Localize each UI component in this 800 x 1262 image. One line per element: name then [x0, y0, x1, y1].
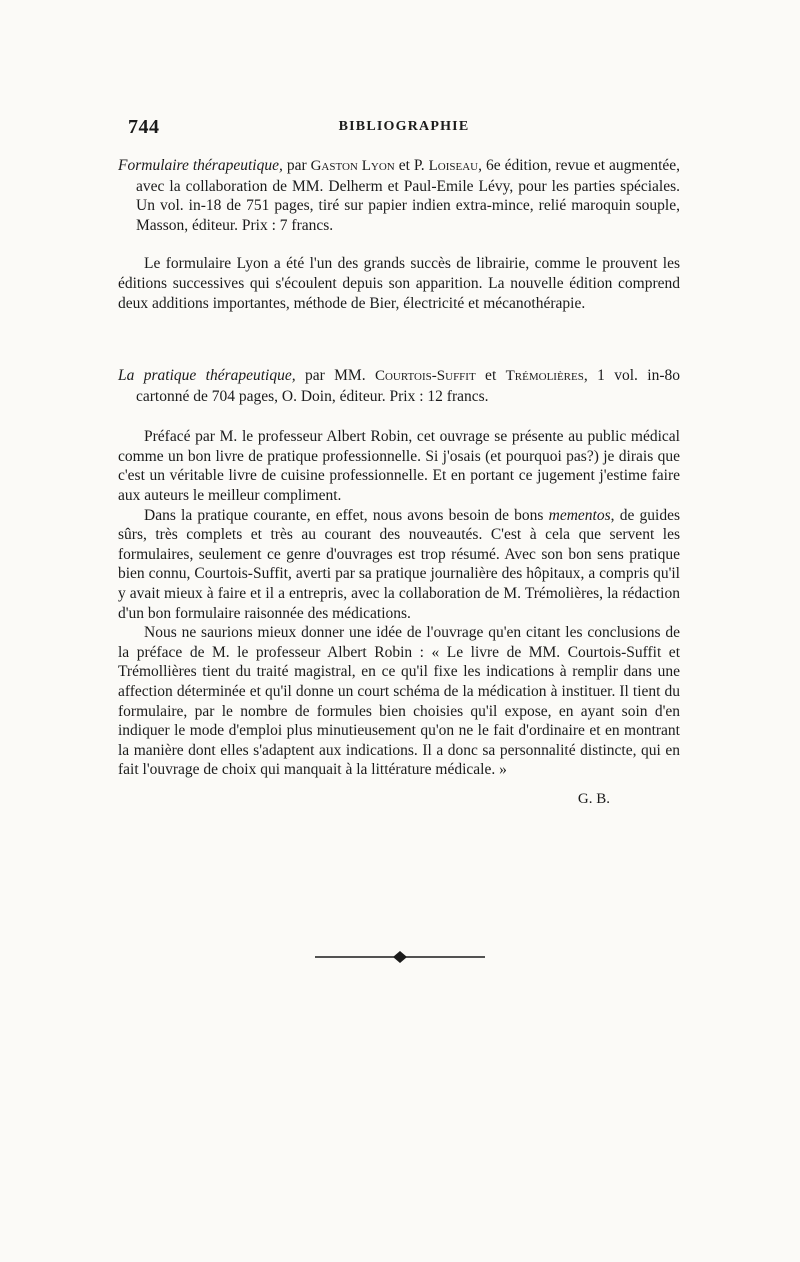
- entry-title: La pratique thérapeutique,: [118, 367, 296, 384]
- ref-by: par MM.: [295, 367, 375, 384]
- author-name: Courtois-Suffit: [374, 368, 476, 384]
- ref-and: et: [475, 367, 506, 384]
- page-number: 744: [128, 116, 160, 138]
- ref-details: , 6e édition, revue et augmentée, avec la collaboration de MM. Delherm et Paul-Emile Lévy, pour les parties spéciales. Un vol. in-18 de 751 pages, tiré sur papier indien extra-mince, relié maroquin souple, Masson, éditeur. Prix : 7 francs.: [136, 157, 681, 234]
- ref-by: par: [282, 157, 311, 174]
- author-name: Trémolières: [505, 368, 584, 384]
- signature: G. B.: [577, 790, 610, 807]
- spacer: [118, 406, 680, 427]
- review-paragraph: Nous ne saurions mieux donner une idée de l'ouvrage qu'en citant les conclusions de la préface de M. le professeur Albert Robin : « Le livre de MM. Courtois-Suffit et Trémollières tient du traité magistral, en ce qu'il fixe les indications à remplir dans une affection déterminée et qu'il donne un court schéma de la médication à instituer. Il tient du formulaire, par le nombre de formules bien choisies qu'il expose, en ayant soin d'en indiquer le mode d'emploi plus minutieusement qu'on ne le fait d'ordinaire et en montrant la manière dont elles s'adaptent aux indications. Il a donc sa personnalité distincte, qui en fait l'ouvrage de choix qui manquait à la littérature médicale. »: [118, 624, 680, 779]
- diamond-rule-ornament-icon: [315, 949, 485, 965]
- ref-details: , 1 vol. in-8o cartonné de 704 pages, O. Doin, éditeur. Prix : 12 francs.: [136, 367, 680, 405]
- entry-title: Formulaire thérapeutique,: [118, 157, 283, 174]
- review-paragraph: Le formulaire Lyon a été l'un des grands succès de librairie, comme le prouvent les éditions successives qui s'écoulent depuis son apparition. La nouvelle édition comprend deux additions importantes, méthode de Bier, électricité et mécanothérapie.: [118, 255, 680, 312]
- review-paragraph: [118, 506, 680, 624]
- bibliography-entry-formulaire: [118, 156, 680, 313]
- ref-and: et P.: [394, 157, 429, 174]
- bibliography-entry-pratique: [118, 366, 680, 809]
- paragraph-text: Dans la pratique courante, en effet, nous avons besoin de bons: [144, 506, 549, 524]
- entry-reference: [118, 366, 680, 406]
- author-name: Gaston Lyon: [310, 158, 395, 174]
- spacer: [118, 235, 680, 254]
- paragraph-text: , de guides sûrs, très complets et très au courant des nouveautés. C'est à cela que servent les formulaires, seulement ce genre d'ouvrages est trop résumé. Avec son bon sens pratique bien connu, Courtois-Suffit, averti par sa pratique journalière des hôpitaux, a compris qu'il y avait mieux à faire et il a entrepris, avec la collaboration de M. Trémolières, la rédaction d'un bon formulaire raisonnée des médications.: [118, 506, 680, 622]
- entry-reference: [118, 156, 680, 235]
- page-header: [128, 116, 680, 142]
- emphasis-text: mementos: [548, 506, 611, 524]
- author-name: Loiseau: [428, 158, 479, 174]
- review-paragraph: Préfacé par M. le professeur Albert Robin, cet ouvrage se présente au public médical comme un bon livre de pratique professionnelle. Si j'osais (et pourquoi pas?) je dirais que c'est un véritable livre de cuisine professionnelle. Et en portant ce jugement j'estime faire aux auteurs le meilleur compliment.: [118, 428, 680, 504]
- running-head: BIBLIOGRAPHIE: [338, 119, 470, 134]
